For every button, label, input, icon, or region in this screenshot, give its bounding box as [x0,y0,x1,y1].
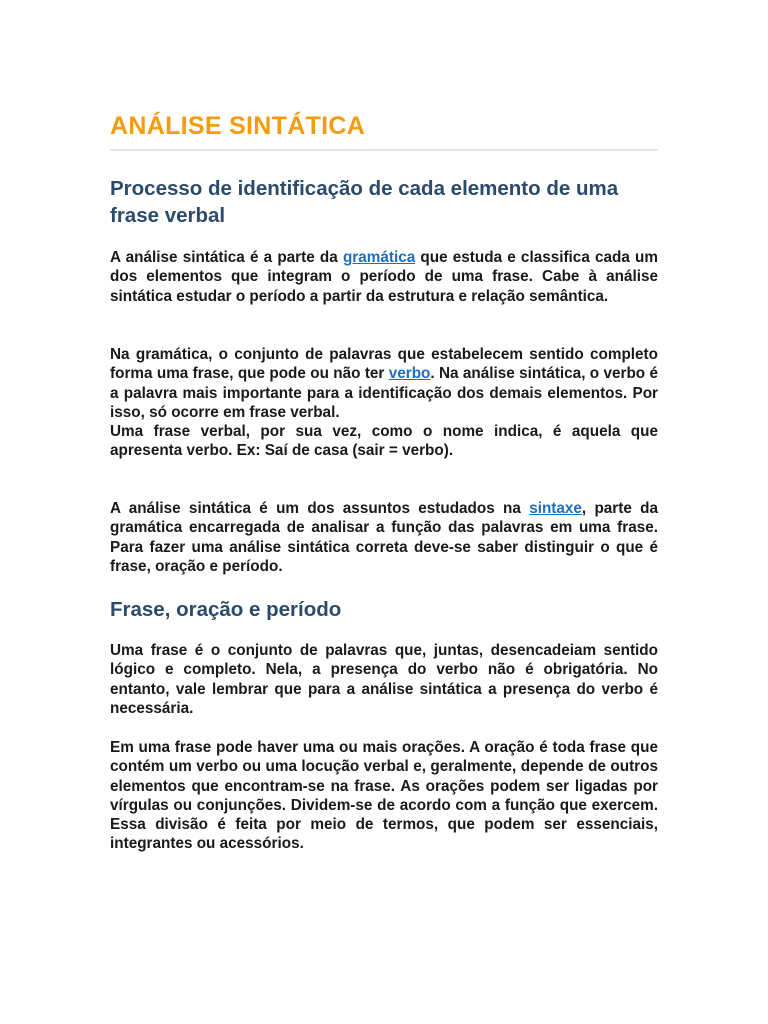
paragraph-text: A análise sintática é a parte da [110,249,343,266]
paragraph-sintaxe [110,499,658,576]
paragraph-text: A análise sintática é um dos assuntos estudados na [110,500,530,517]
paragraph-oracao: Em uma frase pode haver uma ou mais orações. A oração é toda frase que contém um verbo ou uma locução verbal e, geralmente, depende de outros elementos que encontram-se na frase. As orações podem ser ligadas por vírgulas ou conjunções. Dividem-se de acordo com a função que exercem. Essa divisão é feita por meio de termos, que podem ser essenciais, integrantes ou acessórios. [110,739,658,853]
link-gramatica[interactable]: gramática [342,249,416,266]
paragraph-text: Uma frase verbal, por sua vez, como o nome indica, é aquela que apresenta verbo. Ex: Saí de casa (sair = verbo). [110,423,658,460]
paragraph-text: que estuda e classifica cada um dos elementos que integram o período de uma frase. Cabe à análise sintática estudar o período a partir da estrutura e relação semântica. [110,249,658,305]
section-heading-frase: Frase, oração e período [110,598,342,621]
paragraph-verbo [110,345,658,461]
paragraph-text: Na gramática, o conjunto de palavras que estabelecem sentido completo forma uma frase, que pode ou não ter [110,346,658,383]
title-divider [110,149,658,151]
link-sintaxe[interactable]: sintaxe [529,500,582,517]
paragraph-text: . Na análise sintática, o verbo é a palavra mais importante para a identificação dos demais elementos. Por isso, só ocorre em frase verbal. [110,365,658,421]
page-title: ANÁLISE SINTÁTICA [110,112,366,140]
link-verbo[interactable]: verbo [388,365,431,383]
paragraph-intro [110,248,658,306]
paragraph-frase: Uma frase é o conjunto de palavras que, juntas, desencadeiam sentido lógico e completo. Nela, a presença do verbo não é obrigatória. No entanto, vale lembrar que para a análise sintática a presença do verbo é necessária. [110,642,658,717]
paragraph-text: , parte da gramática encarregada de analisar a função das palavras em uma frase. Para fazer uma análise sintática correta deve-se saber distinguir o que é frase, oração e período. [110,500,658,575]
section-heading-process: Processo de identificação de cada elemento de uma frase verbal [110,177,619,227]
